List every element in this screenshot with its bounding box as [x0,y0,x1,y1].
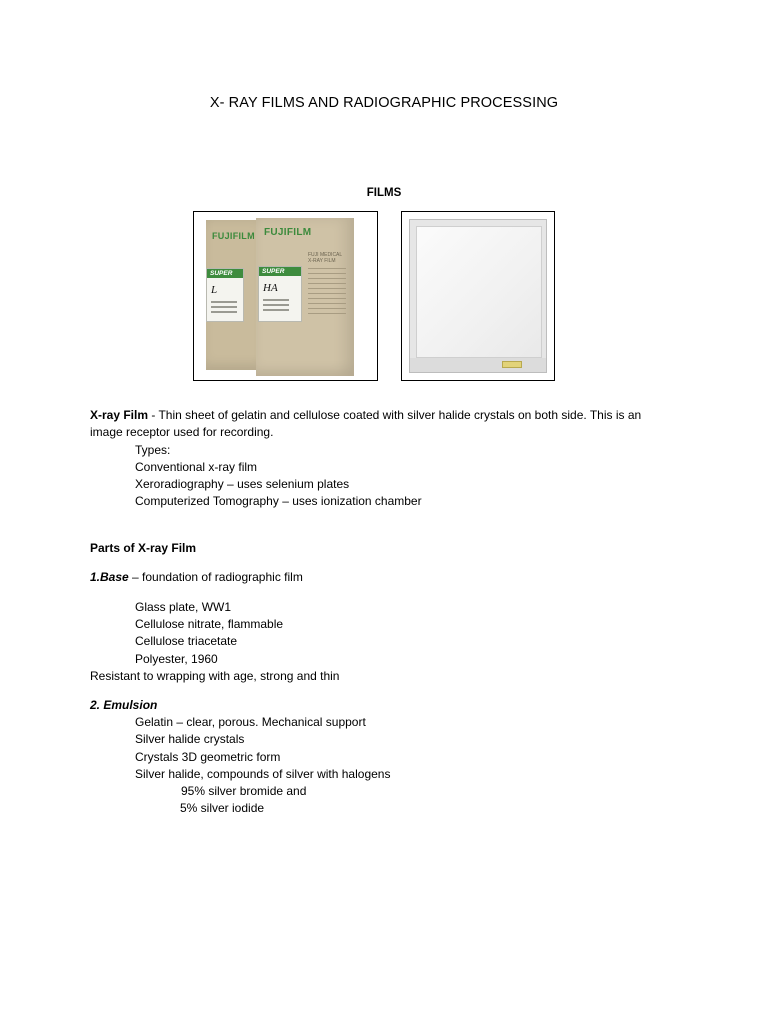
viewer-switch-icon [502,361,522,368]
brand-logo: FUJIFILM [264,227,312,238]
parts-heading: Parts of X-ray Film [90,541,197,555]
xray-viewer-image [401,211,555,381]
films-heading: FILMS [366,187,402,199]
base-item: Cellulose nitrate, flammable [135,617,284,631]
emulsion-subitem: 95% silver bromide and [181,784,307,798]
base-heading: 1.Base [90,570,129,584]
xray-film-term: X-ray Film [90,408,149,422]
emulsion-item: Crystals 3D geometric form [135,750,281,764]
viewer-base [410,358,546,372]
base-item: Cellulose triacetate [135,634,238,648]
base-heading-line [90,569,303,585]
emulsion-heading: 2. Emulsion [90,698,158,712]
type-item: Computerized Tomography – uses ionization chamber [135,494,422,508]
base-note: Resistant to wrapping with age, strong and thin [90,669,340,683]
label-band: SUPER [259,267,301,276]
base-item: Glass plate, WW1 [135,600,232,614]
box-side-text: FUJI MEDICAL X-RAY FILM [308,252,342,264]
emulsion-item: Silver halide, compounds of silver with halogens [135,767,391,781]
film-box-front [256,218,354,376]
xray-film-definition-line1 [90,407,641,423]
viewer-panel [409,219,547,373]
film-boxes-image [193,211,378,381]
xray-film-definition-line2: image receptor used for recording. [90,425,274,439]
label-code: L [211,284,218,296]
emulsion-subitem: 5% silver iodide [180,801,265,815]
base-item: Polyester, 1960 [135,652,218,666]
type-item: Xeroradiography – uses selenium plates [135,477,350,491]
brand-logo: FUJIFILM [212,231,255,241]
document-title: X- RAY FILMS AND RADIOGRAPHIC PROCESSING [209,95,559,111]
film-box-label [206,268,244,322]
emulsion-item: Silver halide crystals [135,732,245,746]
emulsion-item: Gelatin – clear, porous. Mechanical support [135,715,366,729]
base-description: – foundation of radiographic film [128,570,303,584]
type-item: Conventional x-ray film [135,460,258,474]
types-label: Types: [135,443,171,457]
label-band: SUPER [207,269,243,278]
label-lines [263,299,289,314]
box-side-lines [308,268,346,318]
label-code: HA [263,282,278,294]
viewer-screen [416,226,542,358]
film-box-label [258,266,302,322]
xray-film-definition: - Thin sheet of gelatin and cellulose coated with silver halide crystals on both side. This is an [148,408,642,422]
label-lines [211,301,237,316]
